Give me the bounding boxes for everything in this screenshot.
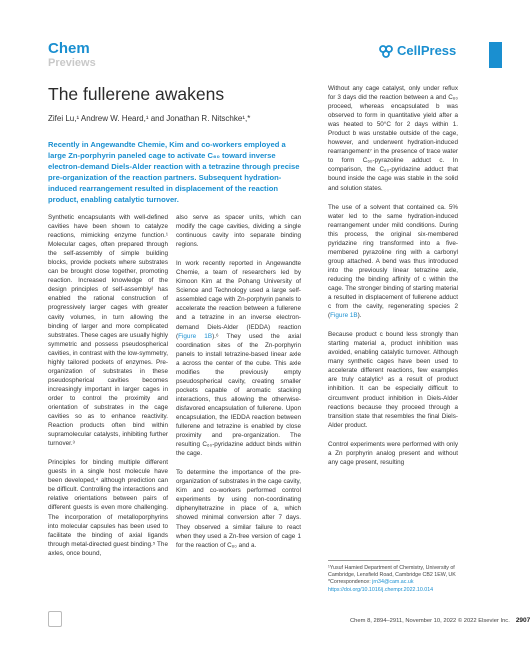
column-middle: [176, 213, 301, 560]
correspondence-label: *Correspondence:: [328, 579, 373, 586]
publisher-name: CellPress: [397, 43, 457, 58]
recycle-seal-icon: [48, 611, 62, 627]
paragraph: Without any cage catalyst, only under reflux for 3 days did the reaction between a and C₆₀ proceed, whereas encapsulated b was observed to form in quantitative yield after a was heated to 50°C for 2 days within 1. Product b was unstable outside of the cage, however, and underwent hydration-induced rearrangement⁷ in the presence of trace water to form C₆₀-pyrazoline adduct c. In comparison, the C₆₀-pyridazine adduct that bound inside the cage was stable in the solid and solution states.: [328, 85, 458, 192]
footnote-divider: [328, 560, 400, 561]
article-abstract: Recently in Angewandte Chemie, Kim and co-workers employed a large Zn-porphyrin paneled cage to activate C₆₀ toward inverse electron-demand Diels-Alder reaction with a tetrazine through precise pre-organization of the reaction partners. Subsequent hydration-induced rearrangement resulted in displacement of the reaction product, enabling catalytic turnover.: [48, 140, 300, 204]
article-title: The fullerene awakens: [48, 84, 225, 104]
paragraph: [176, 259, 301, 458]
journal-name: Chem: [48, 40, 90, 57]
accent-bar: [489, 42, 502, 68]
email-link[interactable]: jrn34@cam.ac.uk: [372, 579, 414, 586]
paragraph: To determine the importance of the pre-organization of substrates in the cage cavity, Kim and co-workers performed control experiments by using non-coordinating diphenyltetrazine in place of a, which showed minimal conversion after 7 days. They observed a similar failure to react when they used a Zn-free version of cage 1 for the reaction of C₆₀ and a.: [176, 469, 301, 549]
doi-link[interactable]: https://doi.org/10.1016/j.chempr.2022.10.014: [328, 586, 434, 593]
text-run: In work recently reported in Angewandte Chemie, a team of researchers led by Kimoon Kim at the Pohang University of Science and Technology used a large self-assembled cage with Zn-porphyrin panels to accelerate the reaction between a fullerene and a tetrazine in an inverse electron-demand Diels-Alder (IEDDA) reaction (: [176, 260, 301, 340]
correspondence: [328, 579, 458, 586]
paragraph: also serve as spacer units, which can modify the cage cavities, dividing a single continuous cavity into separate binding regions.: [176, 214, 301, 249]
page-number: 2907: [515, 617, 530, 624]
paragraph: Because product c bound less strongly than starting material a, product inhibition was avoided, enabling catalytic turnover. Although many synthetic cages have been used to accelerate different reactions, few examples are truly catalytic³ as a result of product inhibition. It can be especially difficult to circumvent product inhibition in Diels-Alder reactions because they proceed through a transition state that resembles the final Diels-Alder product.: [328, 331, 458, 429]
section-name: Previews: [48, 57, 96, 69]
paragraph: Principles for binding multiple different guests in a single host molecule have been developed,⁴ although prediction can be difficult. Controlling the interactions and relative orientations between pairs of different guests is even more challenging. The incorporation of metalloporphyrins into molecular capsules has been used to facilitate the binding of axial ligands through metal-directed guest binding.⁵ The axles, once bound,: [48, 459, 168, 557]
citation: Chem 8, 2894–2911, November 10, 2022 © 2022 Elsevier Inc.: [350, 618, 510, 624]
text-run: ).⁶ They used the axial coordination sites of the Zn-porphyrin panels to install tetrazine-based linear axle a across the center of the cube. This axle modifies the previously empty pseudospherical cavity, creating smaller pockets capable of aromatic stacking interactions, thus allowing the otherwise-disfavored encapsulation of fullerene. Upon encapsulation, the IEDDA reaction between fullerene and tetrazine is enabled by close proximity and pre-organization. The resulting C₆₀-pyridazine adduct binds within the cage.: [176, 332, 301, 458]
cellpress-logo-icon: [378, 44, 394, 58]
text-run: The use of a solvent that contained ca. 5% water led to the same hydration-induced rearrangement under mild conditions. During this process, the original six-membered pyridazine ring transformed into a five-membered pyrazoline ring with a carbonyl group attached. A bend was thus introduced into the previously linear tetrazine axle, reducing the binding affinity of c within the cage. The stronger binding of starting material a resulted in displacement of fullerene adduct c from the cavity, regenerating species 2 (: [328, 203, 458, 320]
publisher-logo: [378, 43, 456, 58]
page-footer: [350, 617, 530, 624]
figure-link[interactable]: Figure 1B: [330, 312, 358, 320]
footnotes: [328, 565, 458, 594]
article-authors: Zifei Lu,¹ Andrew W. Heard,¹ and Jonathan R. Nitschke¹,*: [48, 114, 251, 123]
affiliation: ¹Yusuf Hamied Department of Chemistry, University of Cambridge, Lensfield Road, Cambridge CB2 1EW, UK: [328, 565, 456, 579]
figure-link[interactable]: Figure 1B: [178, 332, 213, 340]
paragraph: Synthetic encapsulants with well-defined cavities have been shown to catalyze reactions, mimicking enzyme function.¹ Molecular cages, often prepared through the self-assembly of simple building blocks, provide pockets where substrates can be brought close together, promoting reaction. Increased knowledge of the design principles of self-assembly² has enabled the rational construction of progressively larger cages with greater cavity volumes, in turn allowing the binding of larger and more complicated substrates. These cages are usually highly symmetric and possess pseudospherical cavities, in contrast with the low-symmetry, highly tailored pockets of enzymes. Pre-organization of substrates in these pseudospherical cavities becomes increasingly important in larger cages in order to control the proximity and orientation of substrates in the cage cavities so as to enhance reactivity. Reaction products often bind within supramolecular catalysts, inhibiting further turnover.³: [48, 214, 168, 448]
column-left: [48, 213, 168, 568]
paragraph: Control experiments were performed with only a Zn porphyrin analog present and without any cage present, resulting: [328, 440, 458, 466]
column-right: [328, 84, 458, 477]
text-run: ).: [357, 312, 362, 320]
paragraph: [328, 203, 458, 321]
